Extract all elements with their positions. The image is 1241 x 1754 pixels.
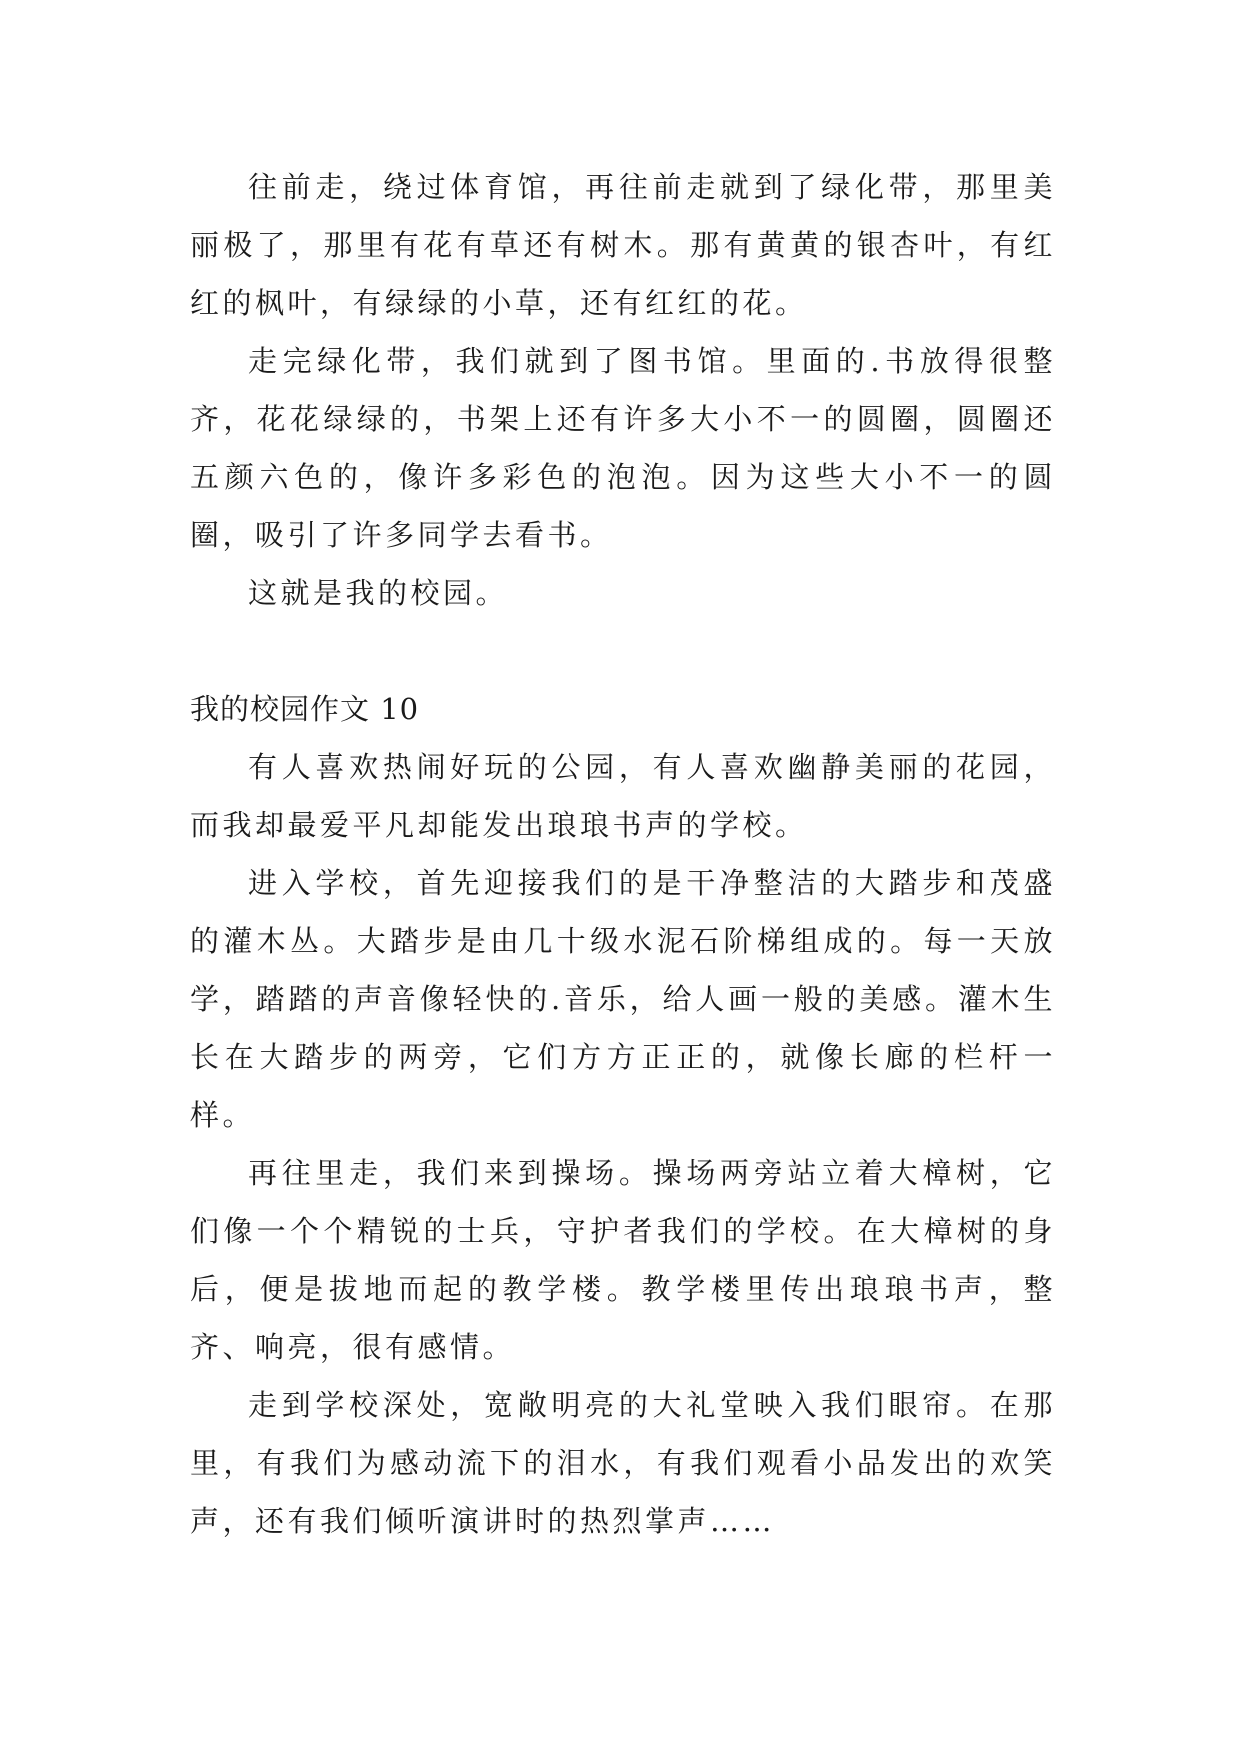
essay-title: 我的校园作文 10: [190, 692, 420, 726]
paragraph: 走到学校深处，宽敞明亮的大礼堂映入我们眼帘。在那里，有我们为感动流下的泪水，有我们观看小品发出的欢笑声，还有我们倾听演讲时的热烈掌声……: [190, 1388, 1056, 1538]
paragraph: 这就是我的校园。: [248, 576, 509, 610]
paragraph: 再往里走，我们来到操场。操场两旁站立着大樟树，它们像一个个精锐的士兵，守护者我们的学校。在大樟树的身后，便是拔地而起的教学楼。教学楼里传出琅琅书声，整齐、响亮，很有感情。: [190, 1156, 1056, 1364]
paragraph: 有人喜欢热闹好玩的公园，有人喜欢幽静美丽的花园，而我却最爱平凡却能发出琅琅书声的学校。: [190, 750, 1056, 842]
document-body: [190, 158, 1056, 1550]
paragraph: 走完绿化带，我们就到了图书馆。里面的.书放得很整齐，花花绿绿的，书架上还有许多大小不一的圆圈，圆圈还五颜六色的，像许多彩色的泡泡。因为这些大小不一的圆圈，吸引了许多同学去看书。: [190, 344, 1056, 552]
paragraph: 进入学校，首先迎接我们的是干净整洁的大踏步和茂盛的灌木丛。大踏步是由几十级水泥石阶梯组成的。每一天放学，踏踏的声音像轻快的.音乐，给人画一般的美感。灌木生长在大踏步的两旁，它们方方正正的，就像长廊的栏杆一样。: [190, 866, 1056, 1132]
paragraph: 往前走，绕过体育馆，再往前走就到了绿化带，那里美丽极了，那里有花有草还有树木。那有黄黄的银杏叶，有红红的枫叶，有绿绿的小草，还有红红的花。: [190, 170, 1056, 320]
